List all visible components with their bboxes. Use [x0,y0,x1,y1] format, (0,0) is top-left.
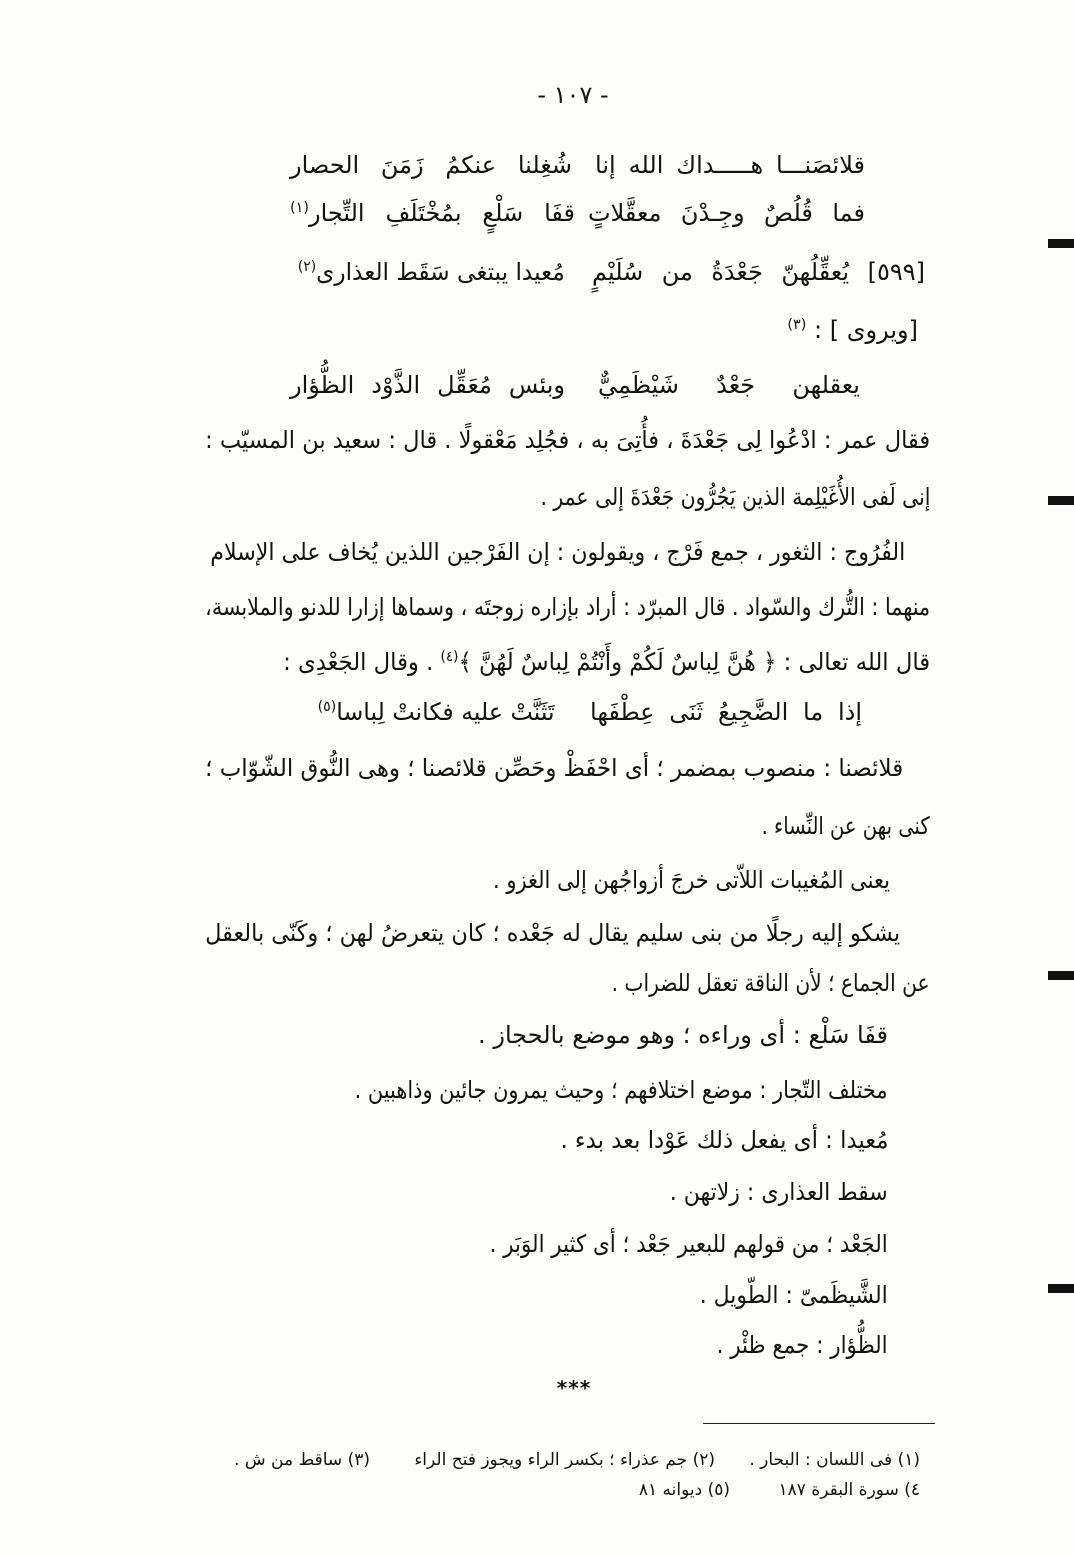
footnote-ref: (٣) [787,317,807,333]
footnote-body: ديوانه ٨١ [638,1480,703,1500]
scan-mark [1048,239,1074,248]
footnote-marker: (٢) [692,1450,715,1470]
footnote-1 [735,1447,920,1473]
verse-3-first-hemistich [592,250,925,294]
gloss-line [612,961,930,1005]
page-number: - ١٠٧ - [537,81,609,109]
line-text [298,250,565,294]
line-text [787,308,918,352]
verse-2-first-hemistich [588,191,865,235]
line-text: يعنى المُغيبات اللاّتى خرجَ أزواجُهن إلى الغزو . [493,866,890,894]
line-text: إنى لَفى الأُغَيْلِمة الذين يَجُرُّون جَعْدَةَ إلى عمر . [540,483,930,511]
variant-text: [ويروى ] : [814,316,918,344]
gloss-line [478,1013,888,1057]
gloss-line [205,746,903,790]
footnote-4 [750,1477,920,1503]
footnote-body: سورة البقرة ١٨٧ [778,1480,899,1500]
line-text: الشَّيظَمىّ : الطّويل . [700,1281,888,1309]
line-text: كنى بهن عن النِّساء . [762,812,930,840]
line-text: مُعيدا : أى يفعل ذلك عَوْدا بعد بدء . [560,1126,888,1154]
gloss-line [670,1170,888,1214]
gloss-line [717,1323,888,1367]
verse-2-second-hemistich [290,191,575,235]
footnote-marker: ٤) [904,1480,920,1500]
gloss-line [490,1222,888,1266]
verse-number: [٥٩٩] [867,258,925,286]
line-text [318,690,555,734]
gloss-line [560,1118,888,1162]
line-text: وبئس مُعَقِّل الذَّوْد الظُّؤار [290,371,565,399]
footnote-marker: (٥) [707,1480,730,1500]
footnote-body: فى اللسان : البحار . [749,1450,893,1470]
line-text: منهما : التُّرك والسّواد . قال المبرّد : أراد بإزاره زوجتَه ، وسماها إزارا للدنو والملابسة، [205,593,930,621]
variant-label [765,308,918,352]
line-text: يعقلهن جَعْدٌ شَيْظَمِيٌّ [598,371,860,399]
cited-verse-first-hemistich [590,690,862,734]
quote-text: قال الله تعالى : ﴿ هُنَّ لِباسٌ لَكُمْ وأَنْتُمْ لِباسٌ لَهُنَّ ﴾ [458,648,930,676]
line-text: الجَعْد ؛ من قولهم للبعير جَعْد ؛ أى كثير الوَبَر . [490,1230,888,1258]
gloss-line [700,1273,888,1317]
footnote-body: جم عذراء ؛ بكسر الراء ويجوز فتح الراء [414,1450,688,1470]
line-text: الظُّؤار : جمع ظئْر . [717,1331,888,1359]
variant-verse-second-hemistich [290,363,565,407]
verse-text: يُعقِّلُهنّ جَعْدَةُ من سُلَيْمٍ [592,258,850,286]
line-text: إذا ما الضَّجِيعُ ثَنَى عِطْفَها [590,698,862,726]
verse-1-first-hemistich [595,143,865,187]
variant-verse-first-hemistich [598,363,860,407]
footnote-text [749,1447,920,1473]
footnote-rule [703,1423,935,1424]
gloss-line [205,911,900,955]
footnote-5 [605,1477,730,1503]
line-text: قلائصنا : منصوب بمضمر ؛ أى احْفَظْ وحَصِّن قلائصنا ؛ وهى النُّوق الشّوّاب ؛ [205,754,903,782]
line-text: قفَا سَلْع : أى وراءه ؛ وهو موضع بالحجاز . [478,1021,888,1049]
line-text: يشكو إليه رجلًا من بنى سليم يقال له جَعْده ؛ كان يتعرضُ لهن ؛ وكَنّى بالعقل [205,919,900,947]
footnote-ref: (٤) [440,649,459,665]
line-text: مختلف التّجار : موضع اختلافهم ؛ وحيث يمرون جائين وذاهبين . [355,1076,888,1104]
line-text: عن الجماع ؛ لأن الناقة تعقل للضراب . [612,969,930,997]
section-separator: *** [556,1376,592,1400]
footnote-text [234,1447,370,1473]
line-text: الفُرُوج : الثغور ، جمع فَرْج ، ويقولون : إن الفَرْجين اللذين يُخاف على الإسلام [210,538,905,566]
line-text: قلائصَنـــا هـــــداك الله إنا [595,151,865,179]
scan-mark [1048,1284,1074,1293]
line-text: فقال عمر : ادْعُوا لِى جَعْدَةَ ، فأُتِىَ به ، فجُلِد مَعْقولًا . قال : سعيد بن المسيّب : [205,426,930,454]
footnote-2 [390,1447,715,1473]
quran-quote-line [283,640,930,684]
verse-text: تَثَنَّتْ عليه فكانتْ لِباسا [336,698,555,726]
line-text: شُغِلنا عنكمُ زَمَنَ الحصار [290,151,572,179]
scan-mark [1048,971,1074,980]
footnote-marker: (٣) [347,1450,370,1470]
line-text [283,640,930,684]
commentary-line [205,418,930,462]
line-text [290,191,575,235]
commentary-line [210,530,905,574]
cited-verse-second-hemistich [318,690,555,734]
gloss-line [355,1068,888,1112]
gloss-line [493,858,890,902]
footnote-ref: (٥) [318,699,337,715]
line-text [592,250,925,294]
quote-after-text: . وقال الجَعْدِى : [283,648,441,676]
footnote-text [414,1447,715,1473]
footnote-body: ساقط من ش . [234,1450,343,1470]
verse-1-second-hemistich [290,143,572,187]
footnote-ref: (٢) [298,259,317,275]
footnote-3 [215,1447,370,1473]
verse-3-second-hemistich [298,250,565,294]
footnote-text [639,1477,730,1503]
line-text: سقط العذارى : زلاتهن . [670,1178,888,1206]
commentary-line [540,475,930,519]
verse-text: مُعيدا يبتغى سَقَط العذارى [316,258,565,286]
scan-mark [1048,496,1074,505]
footnote-ref: (١) [290,200,309,216]
line-text: فما قُلُصٌ وجِـدْنَ معقَّلاتٍ [588,199,865,227]
footnote-marker: (١) [897,1450,920,1470]
verse-text: قفَا سَلْعٍ بمُخْتَلَفِ التِّجار [308,199,575,227]
footnote-text [779,1477,920,1503]
gloss-line [762,804,930,848]
commentary-line [205,585,930,629]
